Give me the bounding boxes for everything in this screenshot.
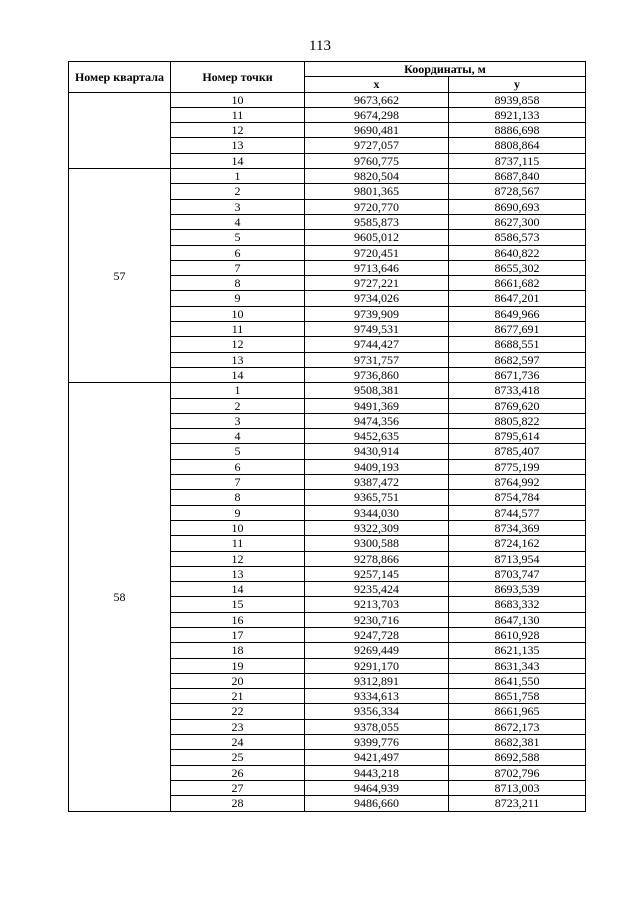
x-coordinate-cell: 9356,334 — [305, 704, 449, 719]
point-number-cell: 2 — [171, 398, 305, 413]
y-coordinate-cell: 8682,597 — [449, 352, 586, 367]
point-number-cell: 3 — [171, 413, 305, 428]
x-coordinate-cell: 9720,451 — [305, 245, 449, 260]
point-number-cell: 13 — [171, 566, 305, 581]
table-row — [69, 92, 586, 107]
y-coordinate-cell: 8775,199 — [449, 459, 586, 474]
x-coordinate-cell: 9801,365 — [305, 184, 449, 199]
point-number-cell: 14 — [171, 582, 305, 597]
y-coordinate-cell: 8682,381 — [449, 735, 586, 750]
x-coordinate-cell: 9474,356 — [305, 413, 449, 428]
x-coordinate-cell: 9300,588 — [305, 536, 449, 551]
point-number-cell: 8 — [171, 276, 305, 291]
point-number-cell: 11 — [171, 322, 305, 337]
point-number-cell: 5 — [171, 230, 305, 245]
y-coordinate-cell: 8672,173 — [449, 719, 586, 734]
point-number-cell: 22 — [171, 704, 305, 719]
x-coordinate-cell: 9378,055 — [305, 719, 449, 734]
x-coordinate-cell: 9605,012 — [305, 230, 449, 245]
y-coordinate-cell: 8631,343 — [449, 658, 586, 673]
y-coordinate-cell: 8641,550 — [449, 673, 586, 688]
y-coordinate-cell: 8651,758 — [449, 689, 586, 704]
point-number-cell: 14 — [171, 153, 305, 168]
point-number-cell: 10 — [171, 520, 305, 535]
point-number-cell: 16 — [171, 612, 305, 627]
y-coordinate-cell: 8627,300 — [449, 214, 586, 229]
x-coordinate-cell: 9727,057 — [305, 138, 449, 153]
y-coordinate-cell: 8703,747 — [449, 566, 586, 581]
point-number-cell: 9 — [171, 291, 305, 306]
y-coordinate-cell: 8764,992 — [449, 475, 586, 490]
table-body — [69, 92, 586, 811]
y-coordinate-cell: 8677,691 — [449, 322, 586, 337]
point-number-cell: 5 — [171, 444, 305, 459]
x-coordinate-cell: 9508,381 — [305, 383, 449, 398]
x-coordinate-cell: 9399,776 — [305, 735, 449, 750]
point-number-cell: 7 — [171, 260, 305, 275]
point-number-cell: 26 — [171, 765, 305, 780]
point-number-cell: 20 — [171, 673, 305, 688]
x-coordinate-cell: 9409,193 — [305, 459, 449, 474]
x-coordinate-cell: 9690,481 — [305, 123, 449, 138]
y-coordinate-cell: 8671,736 — [449, 367, 586, 382]
point-number-cell: 2 — [171, 184, 305, 199]
x-coordinate-cell: 9736,860 — [305, 367, 449, 382]
x-coordinate-cell: 9749,531 — [305, 322, 449, 337]
x-coordinate-cell: 9278,866 — [305, 551, 449, 566]
y-coordinate-cell: 8744,577 — [449, 505, 586, 520]
x-coordinate-cell: 9421,497 — [305, 750, 449, 765]
page-number: 113 — [309, 38, 331, 54]
point-number-cell: 24 — [171, 735, 305, 750]
x-coordinate-cell: 9322,309 — [305, 520, 449, 535]
y-coordinate-cell: 8785,407 — [449, 444, 586, 459]
table-row — [69, 383, 586, 398]
x-coordinate-cell: 9673,662 — [305, 92, 449, 107]
y-coordinate-cell: 8795,614 — [449, 429, 586, 444]
point-number-cell: 15 — [171, 597, 305, 612]
x-coordinate-cell: 9713,646 — [305, 260, 449, 275]
y-coordinate-cell: 8724,162 — [449, 536, 586, 551]
x-coordinate-cell: 9734,026 — [305, 291, 449, 306]
y-coordinate-cell: 8713,003 — [449, 780, 586, 795]
point-number-cell: 10 — [171, 306, 305, 321]
y-coordinate-cell: 8737,115 — [449, 153, 586, 168]
y-coordinate-cell: 8647,130 — [449, 612, 586, 627]
quarter-number-cell: 58 — [69, 383, 171, 811]
y-coordinate-cell: 8723,211 — [449, 796, 586, 811]
x-coordinate-cell: 9312,891 — [305, 673, 449, 688]
y-coordinate-cell: 8655,302 — [449, 260, 586, 275]
x-header: x — [305, 77, 449, 92]
x-coordinate-cell: 9430,914 — [305, 444, 449, 459]
y-coordinate-cell: 8610,928 — [449, 627, 586, 642]
y-coordinate-cell: 8728,567 — [449, 184, 586, 199]
y-coordinate-cell: 8661,965 — [449, 704, 586, 719]
x-coordinate-cell: 9291,170 — [305, 658, 449, 673]
point-number-cell: 13 — [171, 352, 305, 367]
point-number-cell: 10 — [171, 92, 305, 107]
point-number-cell: 6 — [171, 459, 305, 474]
y-coordinate-cell: 8734,369 — [449, 520, 586, 535]
y-coordinate-cell: 8647,201 — [449, 291, 586, 306]
y-coordinate-cell: 8640,822 — [449, 245, 586, 260]
point-number-cell: 4 — [171, 429, 305, 444]
point-number-header: Номер точки — [171, 62, 305, 93]
x-coordinate-cell: 9744,427 — [305, 337, 449, 352]
y-coordinate-cell: 8702,796 — [449, 765, 586, 780]
y-coordinate-cell: 8805,822 — [449, 413, 586, 428]
quarter-number-cell — [69, 92, 171, 168]
quarter-number-cell: 57 — [69, 169, 171, 383]
x-coordinate-cell: 9365,751 — [305, 490, 449, 505]
point-number-cell: 23 — [171, 719, 305, 734]
x-coordinate-cell: 9760,775 — [305, 153, 449, 168]
x-coordinate-cell: 9257,145 — [305, 566, 449, 581]
point-number-cell: 1 — [171, 383, 305, 398]
x-coordinate-cell: 9739,909 — [305, 306, 449, 321]
y-coordinate-cell: 8939,858 — [449, 92, 586, 107]
x-coordinate-cell: 9727,221 — [305, 276, 449, 291]
y-coordinate-cell: 8921,133 — [449, 107, 586, 122]
point-number-cell: 25 — [171, 750, 305, 765]
y-header: y — [449, 77, 586, 92]
x-coordinate-cell: 9720,770 — [305, 199, 449, 214]
point-number-cell: 18 — [171, 643, 305, 658]
y-coordinate-cell: 8649,966 — [449, 306, 586, 321]
x-coordinate-cell: 9443,218 — [305, 765, 449, 780]
point-number-cell: 8 — [171, 490, 305, 505]
y-coordinate-cell: 8687,840 — [449, 169, 586, 184]
y-coordinate-cell: 8754,784 — [449, 490, 586, 505]
x-coordinate-cell: 9674,298 — [305, 107, 449, 122]
y-coordinate-cell: 8683,332 — [449, 597, 586, 612]
point-number-cell: 12 — [171, 123, 305, 138]
x-coordinate-cell: 9486,660 — [305, 796, 449, 811]
x-coordinate-cell: 9820,504 — [305, 169, 449, 184]
x-coordinate-cell: 9491,369 — [305, 398, 449, 413]
y-coordinate-cell: 8808,864 — [449, 138, 586, 153]
point-number-cell: 11 — [171, 536, 305, 551]
y-coordinate-cell: 8692,588 — [449, 750, 586, 765]
x-coordinate-cell: 9464,939 — [305, 780, 449, 795]
point-number-cell: 12 — [171, 337, 305, 352]
y-coordinate-cell: 8586,573 — [449, 230, 586, 245]
coordinates-header: Координаты, м — [305, 62, 586, 77]
point-number-cell: 17 — [171, 627, 305, 642]
y-coordinate-cell: 8733,418 — [449, 383, 586, 398]
point-number-cell: 19 — [171, 658, 305, 673]
x-coordinate-cell: 9213,703 — [305, 597, 449, 612]
point-number-cell: 28 — [171, 796, 305, 811]
point-number-cell: 14 — [171, 367, 305, 382]
x-coordinate-cell: 9387,472 — [305, 475, 449, 490]
point-number-cell: 9 — [171, 505, 305, 520]
point-number-cell: 27 — [171, 780, 305, 795]
point-number-cell: 6 — [171, 245, 305, 260]
y-coordinate-cell: 8690,693 — [449, 199, 586, 214]
x-coordinate-cell: 9585,873 — [305, 214, 449, 229]
x-coordinate-cell: 9230,716 — [305, 612, 449, 627]
point-number-cell: 7 — [171, 475, 305, 490]
y-coordinate-cell: 8693,539 — [449, 582, 586, 597]
x-coordinate-cell: 9334,613 — [305, 689, 449, 704]
y-coordinate-cell: 8769,620 — [449, 398, 586, 413]
y-coordinate-cell: 8886,698 — [449, 123, 586, 138]
x-coordinate-cell: 9235,424 — [305, 582, 449, 597]
point-number-cell: 11 — [171, 107, 305, 122]
point-number-cell: 13 — [171, 138, 305, 153]
x-coordinate-cell: 9731,757 — [305, 352, 449, 367]
x-coordinate-cell: 9269,449 — [305, 643, 449, 658]
y-coordinate-cell: 8713,954 — [449, 551, 586, 566]
x-coordinate-cell: 9247,728 — [305, 627, 449, 642]
y-coordinate-cell: 8621,135 — [449, 643, 586, 658]
x-coordinate-cell: 9452,635 — [305, 429, 449, 444]
y-coordinate-cell: 8688,551 — [449, 337, 586, 352]
quarter-number-header: Номер квартала — [69, 62, 171, 93]
x-coordinate-cell: 9344,030 — [305, 505, 449, 520]
point-number-cell: 12 — [171, 551, 305, 566]
point-number-cell: 3 — [171, 199, 305, 214]
y-coordinate-cell: 8661,682 — [449, 276, 586, 291]
point-number-cell: 4 — [171, 214, 305, 229]
table-row — [69, 169, 586, 184]
point-number-cell: 1 — [171, 169, 305, 184]
point-number-cell: 21 — [171, 689, 305, 704]
coordinates-table — [68, 61, 586, 812]
